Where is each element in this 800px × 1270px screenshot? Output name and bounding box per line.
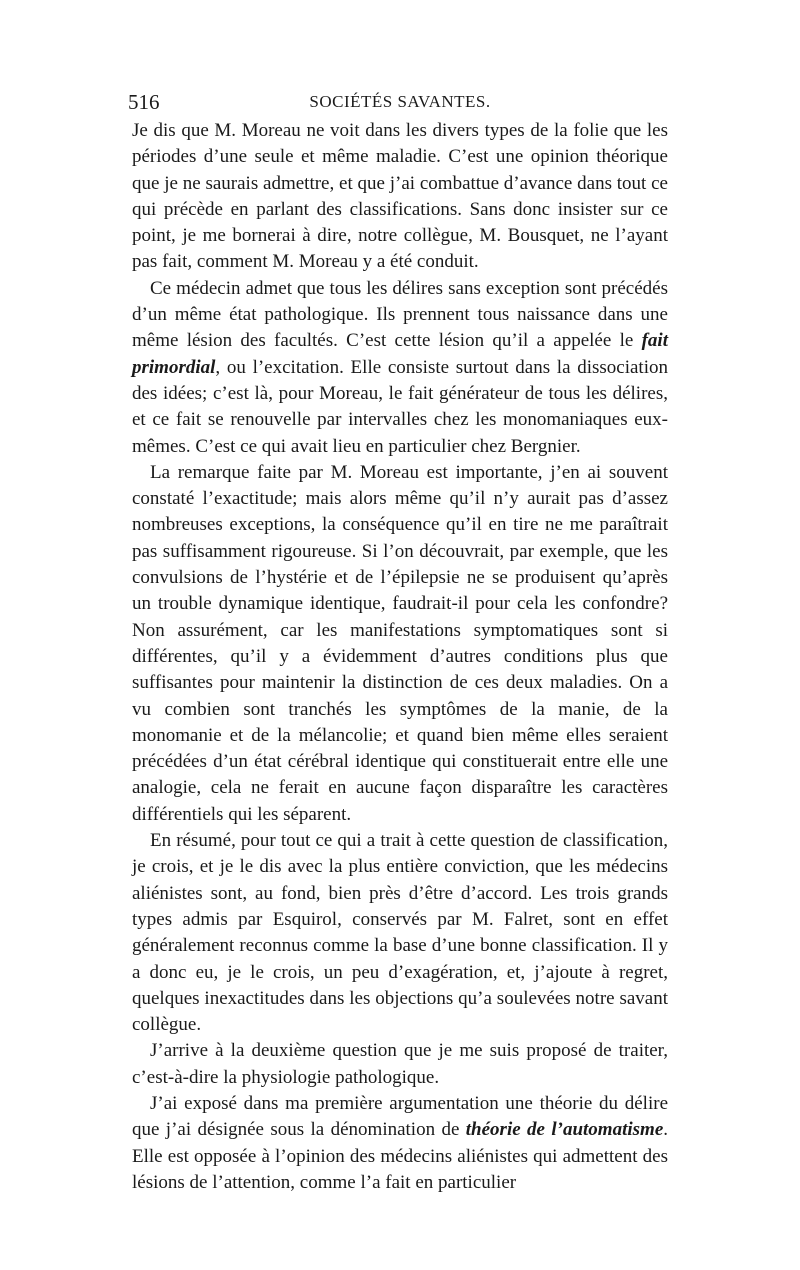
text-segment: , ou l’excitation. Elle consiste surtout dans la dissociation des idées; c’est là, pour Moreau, le fait générateur de tous les délires, et ce fait se renouvelle par intervalles chez les monomaniaques eux-mêmes. C’est ce qui avait lieu en particulier chez Bergnier. bbox=[132, 356, 668, 457]
text-segment: J’arrive à la deuxième question que je me suis proposé de traiter, c’est-à-dire la physiologie pathologique. bbox=[132, 1040, 668, 1088]
italic-term: fait primordial bbox=[132, 330, 668, 378]
book-page bbox=[128, 88, 668, 1196]
running-head bbox=[128, 88, 668, 116]
paragraph bbox=[132, 118, 668, 276]
paragraph bbox=[132, 1091, 668, 1196]
text-segment: Ce médecin admet que tous les délires sans exception sont précédés d’un même état pathologique. Ils prennent tous naissance dans une même lésion des facultés. C’est cette lésion qu’il a appelée le bbox=[132, 277, 668, 352]
paragraph bbox=[132, 460, 668, 828]
text-segment: En résumé, pour tout ce qui a trait à cette question de classification, je crois, et je le dis avec la plus entière conviction, que les médecins aliénistes sont, au fond, bien près d’être d’accord. Les trois grands types admis par Esquirol, conservés par M. Falret, sont en effet généralement reconnus comme la base d’une bonne classification. Il y a donc eu, je le crois, un peu d’exagération, et, j’ajoute à regret, quelques inexactitudes dans les objections qu’a soulevées notre savant collègue. bbox=[132, 830, 668, 1036]
paragraph bbox=[132, 276, 668, 460]
paragraph bbox=[132, 1038, 668, 1091]
text-segment: J’ai exposé dans ma première argumentation une théorie du délire que j’ai désignée sous la dénomination de bbox=[132, 1092, 668, 1141]
text-segment: . Elle est opposée à l’opinion des médecins aliénistes qui admettent des lésions de l’attention, comme l’a fait en particulier bbox=[132, 1119, 668, 1193]
italic-term: théorie de l’automatisme bbox=[465, 1119, 664, 1141]
body-text bbox=[132, 118, 668, 1196]
text-segment: La remarque faite par M. Moreau est importante, j’en ai souvent constaté l’exactitude; mais alors même qu’il n’y aurait pas d’assez nombreuses exceptions, la conséquence qu’il en tire ne me paraîtrait pas suffisamment rigoureuse. Si l’on découvrait, par exemple, que les convulsions de l’hystérie et de l’épilepsie ne se produisent qu’après un trouble dynamique identique, faudrait-il pour cela les confondre? Non assurément, car les manifestations symptomatiques sont si différentes, qu’il y a évidemment d’autres conditions plus que suffisantes pour maintenir la distinction de ces deux maladies. On a vu combien sont tranchés les symptômes de la manie, de la monomanie et de la mélancolie; et quand bien même elles seraient précédées d’un état cérébral identique qui constituerait entre elle une analogie, cela ne ferait en aucune façon disparaître les caractères différentiels qui les séparent. bbox=[132, 461, 668, 825]
paragraph bbox=[132, 828, 668, 1038]
text-segment: Je dis que M. Moreau ne voit dans les divers types de la folie que les périodes d’une seule et même maladie. C’est une opinion théorique que je ne saurais admettre, et que j’ai combattue d’avance dans tout ce qui précède en parlant des classifications. Sans donc insister sur ce point, je me bornerai à dire, notre collègue, M. Bousquet, ne l’ayant pas fait, comment M. Moreau y a été conduit. bbox=[132, 120, 668, 273]
page-number: 516 bbox=[128, 90, 160, 114]
running-head-title: SOCIÉTÉS SAVANTES. bbox=[309, 92, 491, 111]
